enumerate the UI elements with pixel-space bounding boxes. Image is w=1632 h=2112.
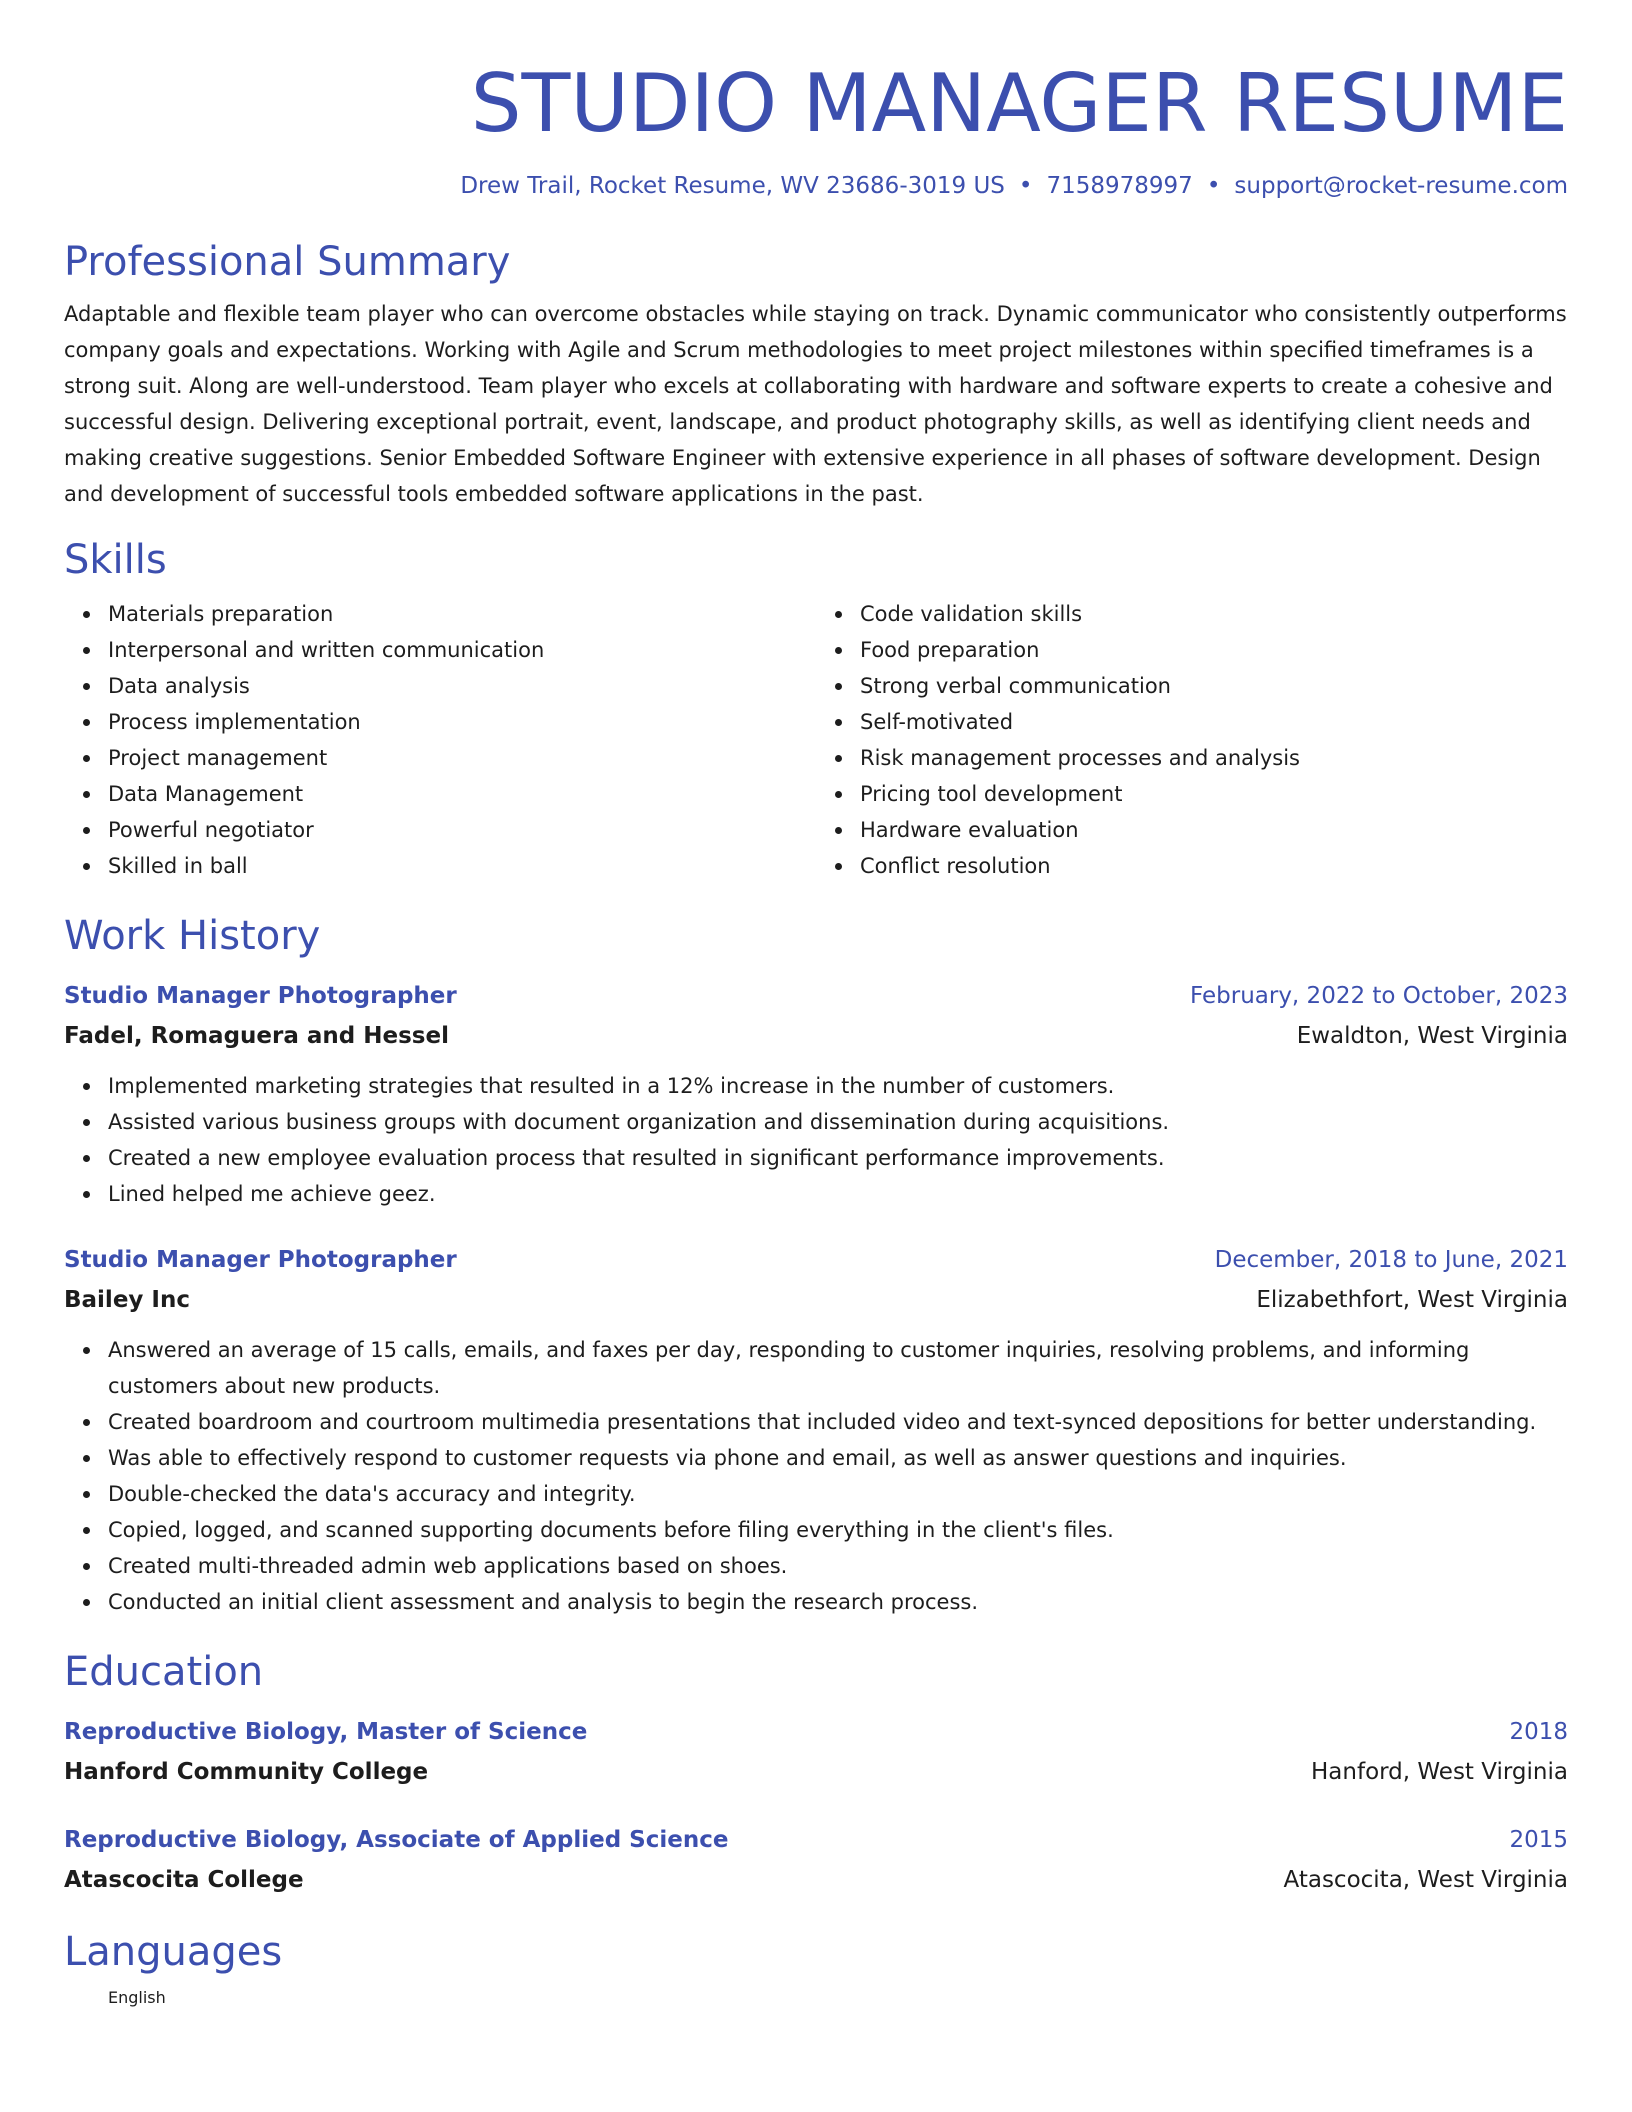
skill-item: Interpersonal and written communication [108,632,816,668]
job-company-row [64,1016,1568,1056]
job-bullet: Lined helped me achieve geez. [108,1176,1568,1212]
contact-separator: • [1018,173,1033,199]
skills-heading: Skills [64,537,167,583]
language-item: English [108,1988,166,2007]
job-bullet: Conducted an initial client assessment and analysis to begin the research process. [108,1584,1568,1620]
skill-item: Code validation skills [860,596,1568,632]
education-heading: Education [64,1649,264,1695]
summary-section [64,236,1568,512]
education-degree-row [64,1712,1568,1752]
skill-item: Powerful negotiator [108,812,816,848]
job-dates: December, 2018 to June, 2021 [1214,1247,1568,1273]
job-bullet: Copied, logged, and scanned supporting documents before filing everything in the client's files. [108,1512,1568,1548]
skills-grid [64,596,1568,884]
job-bullets [64,1068,1568,1212]
education-degree: Reproductive Biology, Master of Science [64,1719,588,1745]
contact-address: Drew Trail, Rocket Resume, WV 23686-3019 US [460,173,1005,199]
job-company-row [64,1280,1568,1320]
skill-item: Food preparation [860,632,1568,668]
education-location: Atascocita, West Virginia [1283,1867,1568,1893]
skill-item: Self-motivated [860,704,1568,740]
job-bullet: Answered an average of 15 calls, emails, and faxes per day, responding to customer inquiries, resolving problems, and informing customers about new products. [108,1332,1568,1404]
job-title: Studio Manager Photographer [64,1247,457,1273]
skill-item: Data Management [108,776,816,812]
education-degree: Reproductive Biology, Associate of Applied Science [64,1827,729,1853]
skill-item: Risk management processes and analysis [860,740,1568,776]
education-section [64,1646,1568,1900]
contact-phone[interactable]: 7158978997 [1046,173,1193,199]
education-entry [64,1820,1568,1900]
job-company: Bailey Inc [64,1287,190,1313]
skill-item: Strong verbal communication [860,668,1568,704]
job-title: Studio Manager Photographer [64,983,457,1009]
skill-item: Project management [108,740,816,776]
skill-item: Materials preparation [108,596,816,632]
job-title-row [64,1240,1568,1280]
job-dates: February, 2022 to October, 2023 [1190,983,1568,1009]
job-title-row [64,976,1568,1016]
job-bullet: Created multi-threaded admin web applications based on shoes. [108,1548,1568,1584]
education-school: Atascocita College [64,1867,304,1893]
education-year: 2018 [1509,1719,1568,1745]
languages-section [64,1926,1568,2007]
job-bullet: Implemented marketing strategies that resulted in a 12% increase in the number of customers. [108,1068,1568,1104]
job-bullet: Assisted various business groups with document organization and dissemination during acquisitions. [108,1104,1568,1140]
education-school-row [64,1752,1568,1792]
skills-column-right [816,596,1568,884]
job-company: Fadel, Romaguera and Hessel [64,1023,449,1049]
skills-section [64,534,1568,884]
job-bullet: Created boardroom and courtroom multimedia presentations that included video and text-synced depositions for better understanding. [108,1404,1568,1440]
job-entry [64,976,1568,1212]
contact-separator: • [1206,173,1221,199]
job-location: Elizabethfort, West Virginia [1256,1287,1568,1313]
contact-email[interactable]: support@rocket-resume.com [1234,173,1568,199]
languages-list [64,1988,1568,2007]
skills-column-left [64,596,816,884]
skill-item: Data analysis [108,668,816,704]
contact-line [64,170,1568,202]
education-entry [64,1712,1568,1792]
job-location: Ewaldton, West Virginia [1296,1023,1568,1049]
job-bullet: Was able to effectively respond to customer requests via phone and email, as well as answer questions and inquiries. [108,1440,1568,1476]
education-school-row [64,1860,1568,1900]
education-year: 2015 [1509,1827,1568,1853]
summary-text: Adaptable and flexible team player who can overcome obstacles while staying on track. Dynamic communicator who consistently outperforms company goals and expectations. Working with Agile and Scrum methodologies to meet project milestones within specified timeframes is a strong suit. Along are well-understood. Team player who excels at collaborating with hardware and software experts to create a cohesive and successful design. Delivering exceptional portrait, event, landscape, and product photography skills, as well as identifying client needs and making creative suggestions. Senior Embedded Software Engineer with extensive experience in all phases of software development. Design and development of successful tools embedded software applications in the past. [64,302,1567,506]
resume-title: STUDIO MANAGER RESUME [470,57,1568,150]
education-location: Hanford, West Virginia [1311,1759,1568,1785]
skill-item: Process implementation [108,704,816,740]
skill-item: Hardware evaluation [860,812,1568,848]
job-entry [64,1240,1568,1620]
education-degree-row [64,1820,1568,1860]
work-history-heading: Work History [64,913,321,959]
skill-item: Conflict resolution [860,848,1568,884]
skill-item: Pricing tool development [860,776,1568,812]
job-bullet: Created a new employee evaluation process that resulted in significant performance improvements. [108,1140,1568,1176]
summary-heading: Professional Summary [64,239,511,285]
education-school: Hanford Community College [64,1759,429,1785]
work-history-section [64,910,1568,1620]
job-bullets [64,1332,1568,1620]
skill-item: Skilled in ball [108,848,816,884]
languages-heading: Languages [64,1929,283,1975]
job-bullet: Double-checked the data's accuracy and integrity. [108,1476,1568,1512]
